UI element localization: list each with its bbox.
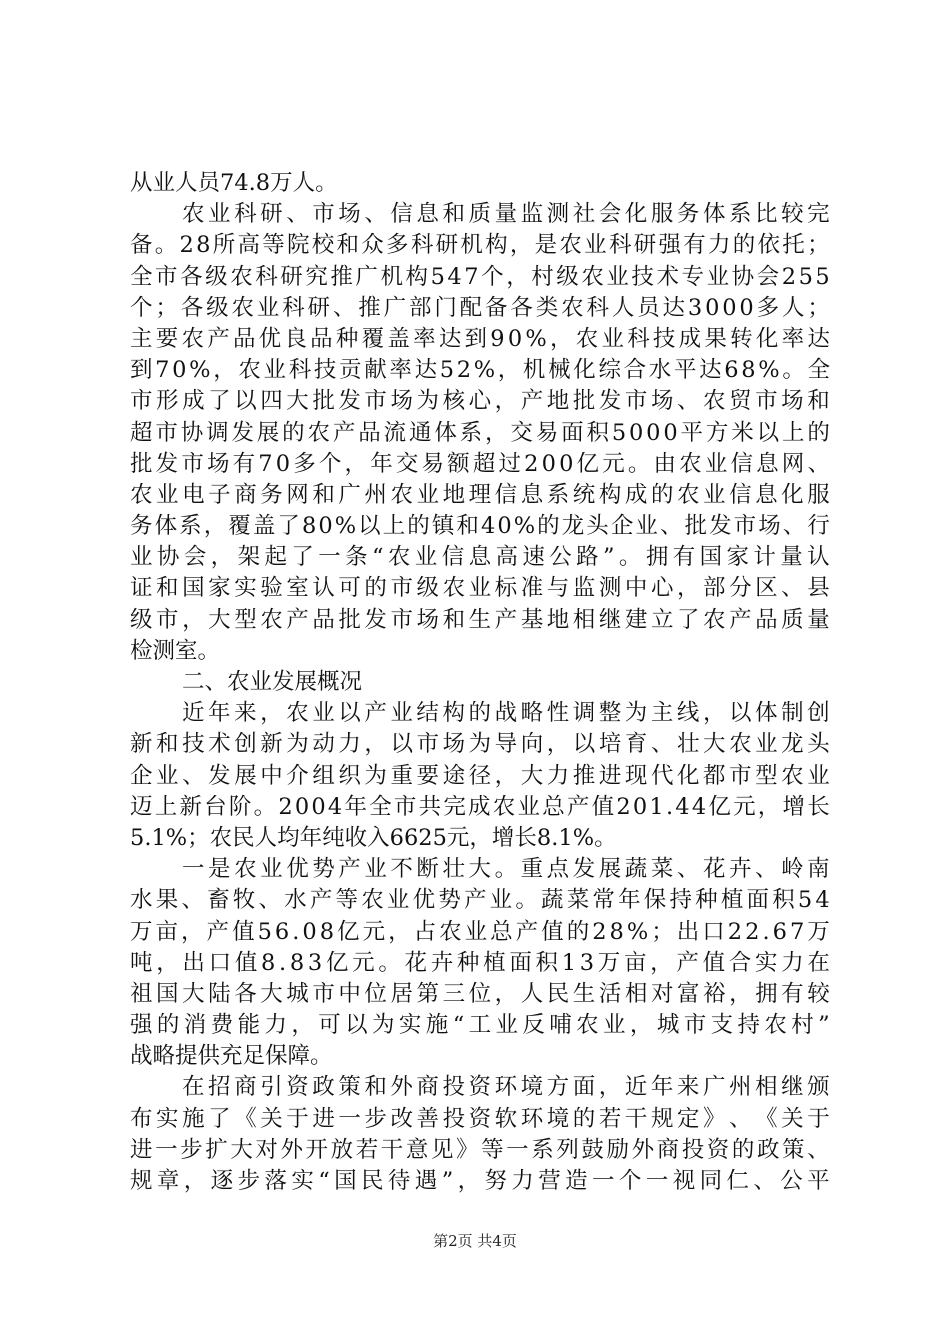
- text-line: 水 果 、 畜 牧 、 水 产 等 农 业 优 势 产 业 。 蔬 菜 常 年 保 持 种 植 面 积 5 4: [130, 887, 830, 914]
- text-line: 5.1%；农民人均年纯收入6625元，增长8.1%。: [130, 824, 617, 851]
- text-line: 农 业 科 研 、 市 场 、 信 息 和 质 量 监 测 社 会 化 服 务 体 系 比 较 完: [182, 201, 830, 228]
- text-line: 一 是 农 业 优 势 产 业 不 断 壮 大 。 重 点 发 展 蔬 菜 、 花 卉 、 岭 南: [182, 856, 830, 883]
- text-line: 超 市 协 调 发 展 的 农 产 品 流 通 体 系 ， 交 易 面 积 5 0 0 0 平 方 米 以 上 的: [130, 419, 830, 446]
- text-line: 主 要 农 产 品 优 良 品 种 覆 盖 率 达 到 9 0 % ， 农 业 科 技 成 果 转 化 率 达: [130, 325, 830, 352]
- document-body: [130, 168, 830, 1197]
- text-line: 到 7 0 % ， 农 业 科 技 贡 献 率 达 5 2 % ， 机 械 化 综 合 水 平 达 6 8 % 。 全: [130, 357, 830, 384]
- text-line: 检测室。: [130, 637, 221, 664]
- text-line: 新 和 技 术 创 新 为 动 力 ， 以 市 场 为 导 向 ， 以 培 育 、 壮 大 农 业 龙 头: [130, 731, 830, 758]
- text-line: 个 ； 各 级 农 业 科 研 、 推 广 部 门 配 备 各 类 农 科 人 员 达 3 0 0 0 多 人 ；: [130, 294, 830, 321]
- text-line: 务 体 系 ， 覆 盖 了 8 0 % 以 上 的 镇 和 4 0 % 的 龙 头 企 业 、 批 发 市 场 、 行: [130, 513, 830, 540]
- text-line: 批 发 市 场 有 7 0 多 个 ， 年 交 易 额 超 过 2 0 0 亿 元 。 由 农 业 信 息 网 、: [130, 450, 830, 477]
- text-line: 市 形 成 了 以 四 大 批 发 市 场 为 核 心 ， 产 地 批 发 市 场 、 农 贸 市 场 和: [130, 388, 830, 415]
- text-line: 全 市 各 级 农 科 研 究 推 广 机 构 5 4 7 个 ， 村 级 农 业 技 术 专 业 协 会 2 5 5: [130, 263, 830, 290]
- text-line: 布 实 施 了 《 关 于 进 一 步 改 善 投 资 软 环 境 的 若 干 规 定 》 、 《 关 于: [130, 1105, 830, 1132]
- text-line: 业 协 会 ， 架 起 了 一 条 “ 农 业 信 息 高 速 公 路 ” 。 拥 有 国 家 计 量 认: [130, 544, 830, 571]
- text-line: 二、农业发展概况: [182, 669, 363, 695]
- text-line: 证 和 国 家 实 验 室 认 可 的 市 级 农 业 标 准 与 监 测 中 心 ， 部 分 区 、 县: [130, 575, 830, 602]
- text-line: 近 年 来 ， 农 业 以 产 业 结 构 的 战 略 性 调 整 为 主 线 ， 以 体 制 创: [182, 700, 830, 727]
- text-line: 吨 ， 出 口 值 8 . 8 3 亿 元 。 花 卉 种 植 面 积 1 3 万 亩 ， 产 值 合 实 力 在: [130, 949, 830, 976]
- text-line: 级 市 ， 大 型 农 产 品 批 发 市 场 和 生 产 基 地 相 继 建 立 了 农 产 品 质 量: [130, 606, 830, 633]
- text-line: 从业人员74.8万人。: [130, 170, 338, 196]
- text-line: 备 。 2 8 所 高 等 院 校 和 众 多 科 研 机 构 ， 是 农 业 科 研 强 有 力 的 依 托 ；: [130, 232, 830, 259]
- text-line: 企 业 、 发 展 中 介 组 织 为 重 要 途 径 ， 大 力 推 进 现 代 化 都 市 型 农 业: [130, 762, 830, 789]
- text-line: 农 业 电 子 商 务 网 和 广 州 农 业 地 理 信 息 系 统 构 成 的 农 业 信 息 化 服: [130, 481, 830, 508]
- page-footer: 第2页 共4页: [433, 1232, 517, 1250]
- text-line: 万 亩 ， 产 值 5 6 . 0 8 亿 元 ， 占 农 业 总 产 值 的 2 8 % ； 出 口 2 2 . 6 7 万: [130, 918, 830, 945]
- text-line: 在 招 商 引 资 政 策 和 外 商 投 资 环 境 方 面 ， 近 年 来 广 州 相 继 颁: [182, 1074, 830, 1101]
- text-line: 迈 上 新 台 阶 。 2 0 0 4 年 全 市 共 完 成 农 业 总 产 值 2 0 1 . 4 4 亿 元 ， 增 长: [130, 793, 830, 820]
- text-line: 强 的 消 费 能 力 ， 可 以 为 实 施 “ 工 业 反 哺 农 业 ， 城 市 支 持 农 村 ”: [130, 1012, 830, 1039]
- text-line: 规 章 ， 逐 步 落 实 “ 国 民 待 遇 ” ， 努 力 营 造 一 个 一 视 同 仁 、 公 平: [130, 1168, 830, 1194]
- text-line: 进 一 步 扩 大 对 外 开 放 若 干 意 见 》 等 一 系 列 鼓 励 外 商 投 资 的 政 策 、: [130, 1136, 830, 1163]
- text-line: 战略提供充足保障。: [130, 1043, 333, 1070]
- text-line: 祖 国 大 陆 各 大 城 市 中 位 居 第 三 位 ， 人 民 生 活 相 对 富 裕 ， 拥 有 较: [130, 980, 830, 1007]
